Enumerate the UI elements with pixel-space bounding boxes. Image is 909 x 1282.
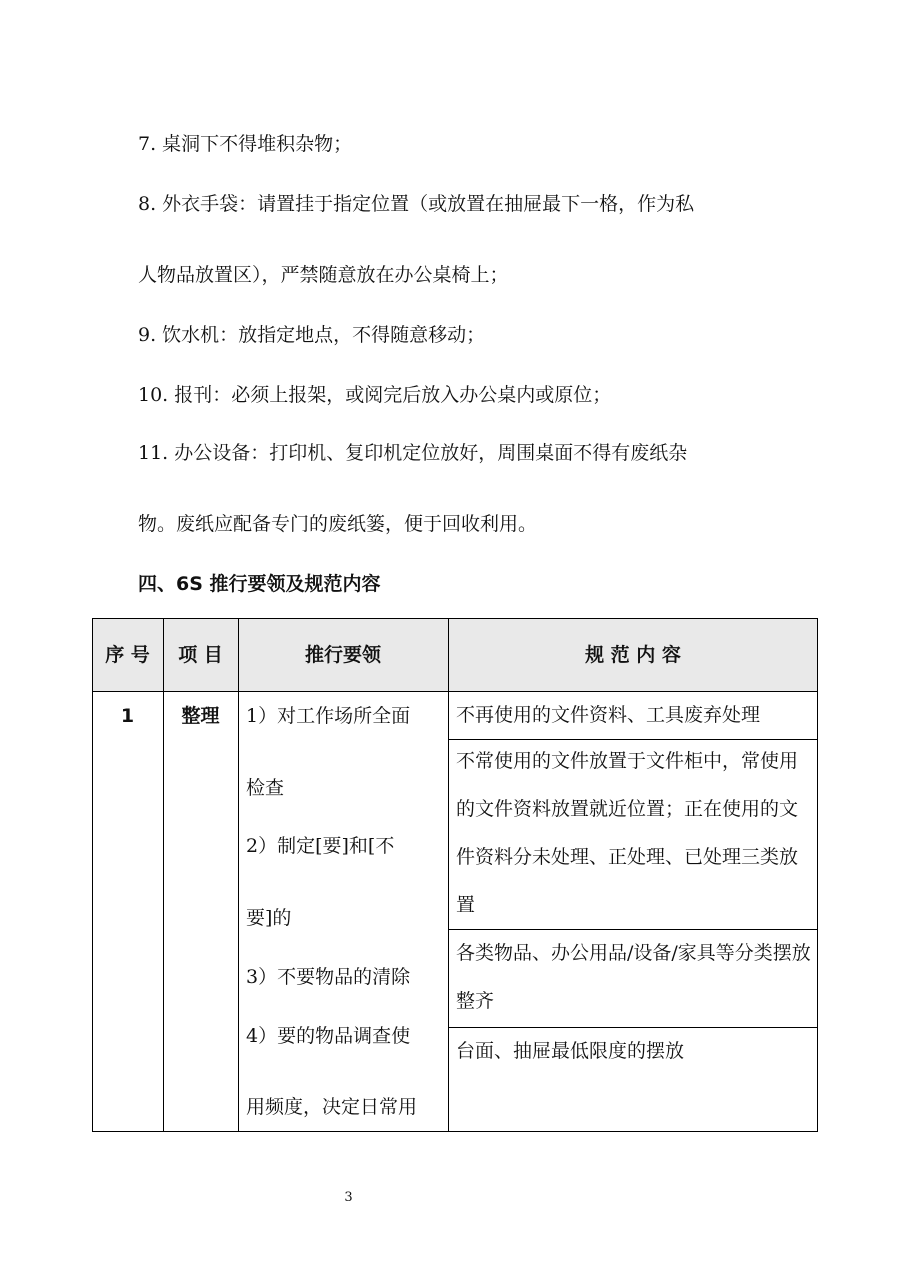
requirement-line: 3）不要物品的清除 xyxy=(246,966,411,988)
requirement-line: 2）制定[要]和[不 xyxy=(246,835,395,857)
header-item: 项 目 xyxy=(163,618,238,691)
table-border xyxy=(92,691,818,692)
row-serial: 1 xyxy=(120,705,135,727)
header-requirements: 推行要领 xyxy=(238,618,448,691)
table-border xyxy=(238,618,239,1132)
requirement-line: 4）要的物品调查使 xyxy=(246,1025,411,1047)
header-serial: 序 号 xyxy=(92,618,163,691)
spec-table xyxy=(92,618,818,1132)
paragraph-7: 7. 桌洞下不得堆积杂物； xyxy=(138,133,353,155)
table-border xyxy=(163,618,164,1132)
spec-cell-4 xyxy=(448,1027,818,1132)
spec-text: 不再使用的文件资料、工具废弃处理 xyxy=(456,704,761,726)
requirement-line: 要]的 xyxy=(246,907,292,929)
table-border xyxy=(92,618,93,1132)
spec-text: 各类物品、办公用品/设备/家具等分类摆放整齐 xyxy=(456,942,811,1012)
table-border xyxy=(448,1027,818,1028)
paragraph-9: 9. 饮水机：放指定地点，不得随意移动； xyxy=(138,324,486,346)
spec-text: 不常使用的文件放置于文件柜中，常使用的文件资料放置就近位置；正在使用的文件资料分未处理、正处理、已处理三类放置 xyxy=(456,750,799,916)
paragraph-11-line-2: 物。废纸应配备专门的废纸篓，便于回收利用。 xyxy=(138,513,538,535)
row-item: 整理 xyxy=(181,705,220,727)
requirement-line: 用频度，决定日常用 xyxy=(246,1096,418,1118)
requirement-line: 1）对工作场所全面 xyxy=(246,705,411,727)
spec-cell-3 xyxy=(448,929,818,1027)
requirement-line: 检查 xyxy=(246,777,285,799)
spec-cell-1 xyxy=(448,691,818,739)
table-border xyxy=(92,618,818,619)
table-border xyxy=(448,618,449,1132)
paragraph-10: 10. 报刊：必须上报架，或阅完后放入办公桌内或原位； xyxy=(138,384,612,406)
table-border xyxy=(448,739,818,740)
page-number: 3 xyxy=(344,1190,353,1205)
table-border xyxy=(448,929,818,930)
paragraph-8-line-2: 人物品放置区），严禁随意放在办公桌椅上； xyxy=(138,264,509,286)
requirements-cell xyxy=(238,691,448,1132)
header-spec-content: 规 范 内 容 xyxy=(448,618,818,691)
spec-text: 台面、抽屉最低限度的摆放 xyxy=(456,1040,685,1062)
paragraph-8-line-1: 8. 外衣手袋：请置挂于指定位置（或放置在抽屉最下一格，作为私 xyxy=(138,193,695,215)
paragraph-11-line-1: 11. 办公设备：打印机、复印机定位放好，周围桌面不得有废纸杂 xyxy=(138,442,688,464)
spec-cell-2 xyxy=(448,739,818,929)
section-heading: 四、6S 推行要领及规范内容 xyxy=(138,573,381,595)
table-border xyxy=(817,618,818,1132)
table-border xyxy=(92,1131,818,1132)
